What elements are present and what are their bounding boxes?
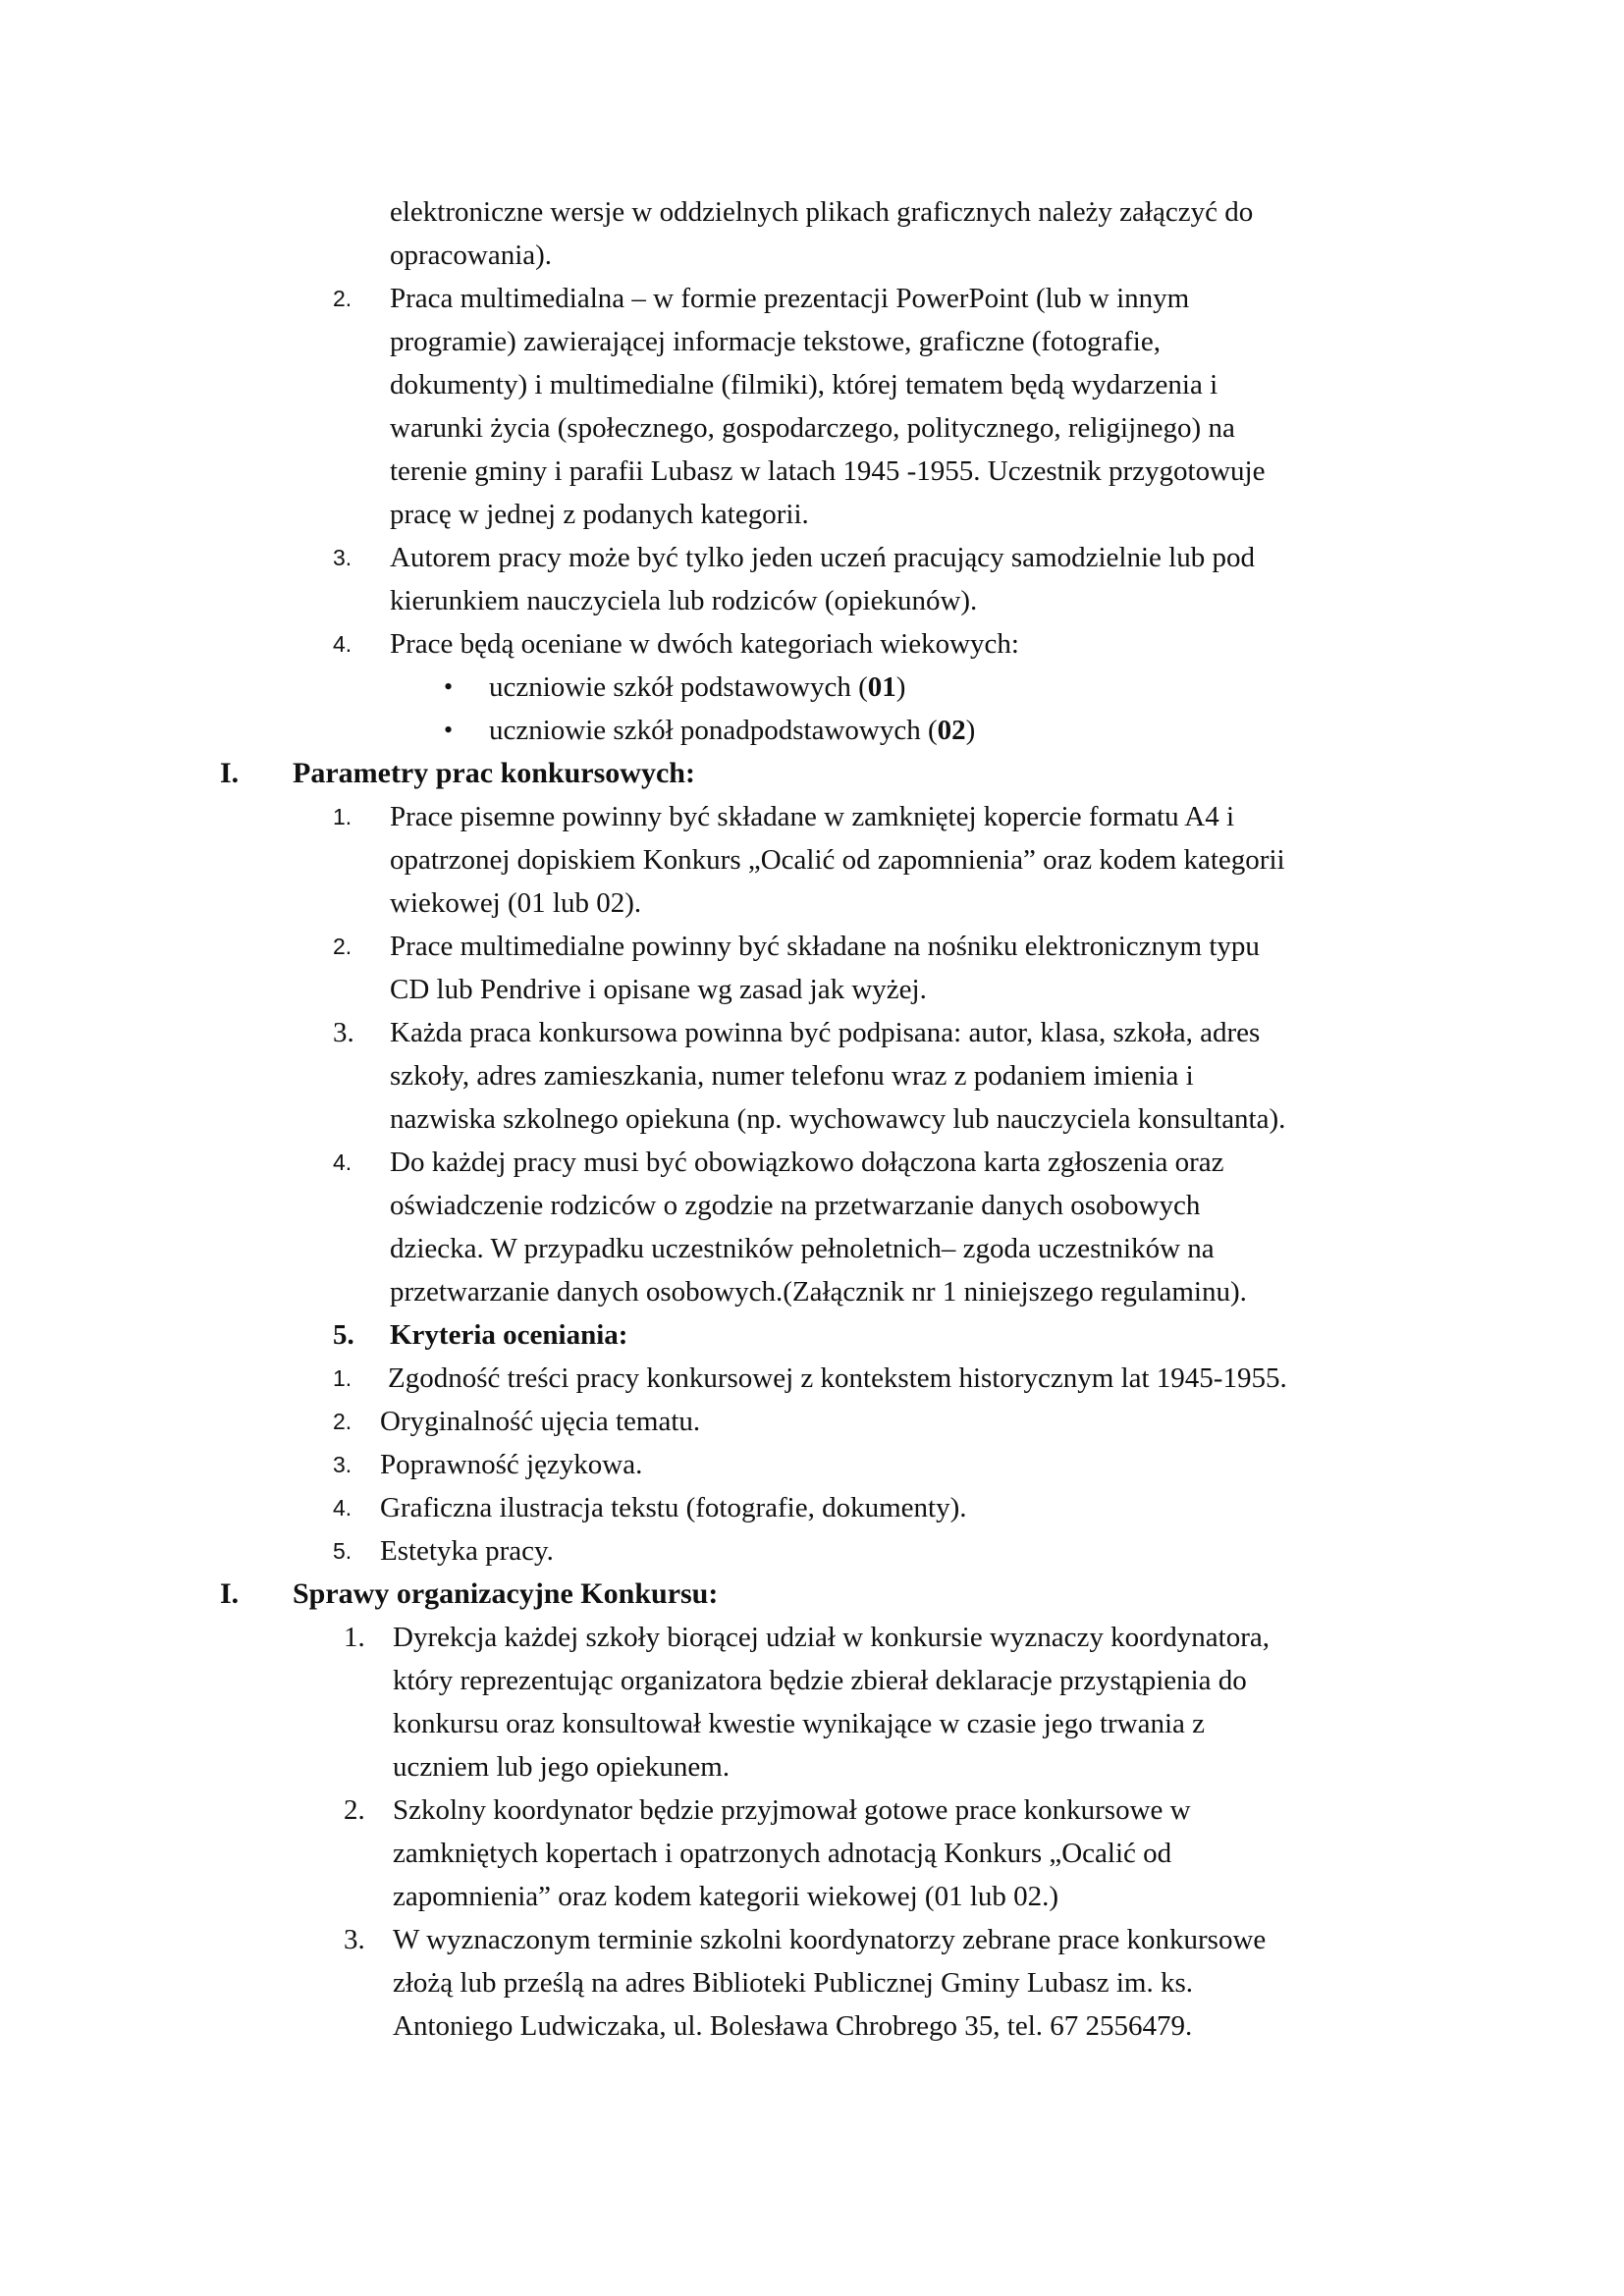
paragraph-line: Szkolny koordynator będzie przyjmował gotowe prace konkursowe w bbox=[393, 1794, 1191, 1826]
section-numeral: I. bbox=[220, 1577, 240, 1610]
category-close: ) bbox=[895, 671, 906, 703]
section-title: Sprawy organizacyjne Konkursu: bbox=[293, 1577, 719, 1610]
paragraph-line: programie) zawierającej informacje tekstowe, graficzne (fotografie, bbox=[390, 326, 1161, 357]
paragraph-line: opatrzonej dopiskiem Konkurs „Ocalić od zapomnienia” oraz kodem kategorii bbox=[390, 844, 1285, 876]
paragraph-line: zapomnienia” oraz kodem kategorii wiekowej (01 lub 02.) bbox=[393, 1881, 1059, 1912]
list-number: 3. bbox=[344, 1924, 365, 1955]
paragraph-line: Prace pisemne powinny być składane w zamkniętej kopercie formatu A4 i bbox=[390, 801, 1235, 832]
paragraph-line: terenie gminy i parafii Lubasz w latach 1945 -1955. Uczestnik przygotowuje bbox=[390, 455, 1266, 487]
list-number: 1. bbox=[333, 1365, 352, 1391]
paragraph-line: Graficzna ilustracja tekstu (fotografie, dokumenty). bbox=[380, 1492, 967, 1523]
paragraph-line: Praca multimedialna – w formie prezentacji PowerPoint (lub w innym bbox=[390, 283, 1190, 314]
paragraph-line: dokumenty) i multimedialne (filmiki), której tematem będą wydarzenia i bbox=[390, 369, 1218, 400]
list-number: 2. bbox=[333, 1409, 352, 1434]
paragraph-line: zamkniętych kopertach i opatrzonych adnotacją Konkurs „Ocalić od bbox=[393, 1838, 1172, 1869]
paragraph-line: Estetyka pracy. bbox=[380, 1535, 554, 1567]
category-label: uczniowie szkół ponadpodstawowych ( bbox=[489, 715, 938, 746]
section-numeral: I. bbox=[220, 757, 240, 789]
paragraph-line: Poprawność językowa. bbox=[380, 1449, 643, 1480]
paragraph-line: Prace multimedialne powinny być składane na nośniku elektronicznym typu bbox=[390, 931, 1260, 962]
paragraph-line: który reprezentując organizatora będzie zbierał deklaracje przystąpienia do bbox=[393, 1665, 1247, 1696]
category-label: uczniowie szkół podstawowych ( bbox=[489, 671, 868, 703]
paragraph-line: Zgodność treści pracy konkursowej z kontekstem historycznym lat 1945-1955. bbox=[388, 1362, 1287, 1394]
bullet-text bbox=[489, 666, 905, 709]
subsection-number: 5. bbox=[333, 1319, 354, 1351]
bullet-icon: • bbox=[444, 672, 454, 701]
list-number: 4. bbox=[333, 1149, 352, 1175]
paragraph-line: Oryginalność ujęcia tematu. bbox=[380, 1406, 701, 1437]
list-number: 1. bbox=[333, 804, 352, 829]
paragraph-line: kierunkiem nauczyciela lub rodziców (opiekunów). bbox=[390, 585, 978, 616]
paragraph-line: Każda praca konkursowa powinna być podpisana: autor, klasa, szkoła, adres bbox=[390, 1017, 1261, 1048]
category-code: 02 bbox=[937, 715, 966, 746]
paragraph-line: szkoły, adres zamieszkania, numer telefonu wraz z podaniem imienia i bbox=[390, 1060, 1194, 1092]
section-title: Parametry prac konkursowych: bbox=[293, 757, 695, 789]
list-number: 4. bbox=[333, 631, 352, 657]
list-number: 2. bbox=[333, 286, 352, 311]
list-number: 1. bbox=[344, 1622, 365, 1653]
paragraph-line: W wyznaczonym terminie szkolni koordynatorzy zebrane prace konkursowe bbox=[393, 1924, 1267, 1955]
paragraph-line: opracowania). bbox=[390, 240, 553, 271]
paragraph-line: Prace będą oceniane w dwóch kategoriach wiekowych: bbox=[390, 628, 1019, 660]
paragraph-line: oświadczenie rodziców o zgodzie na przetwarzanie danych osobowych bbox=[390, 1190, 1201, 1221]
list-number: 4. bbox=[333, 1495, 352, 1521]
paragraph-line: konkursu oraz konsultował kwestie wynikające w czasie jego trwania z bbox=[393, 1708, 1206, 1739]
paragraph-line: pracę w jednej z podanych kategorii. bbox=[390, 499, 809, 530]
list-number: 2. bbox=[344, 1794, 365, 1826]
subsection-title: Kryteria oceniania: bbox=[390, 1319, 628, 1351]
list-number: 3. bbox=[333, 545, 352, 570]
list-number: 2. bbox=[333, 934, 352, 959]
bullet-text bbox=[489, 709, 975, 752]
paragraph-line: złożą lub prześlą na adres Biblioteki Publicznej Gminy Lubasz im. ks. bbox=[393, 1967, 1194, 1999]
paragraph-line: wiekowej (01 lub 02). bbox=[390, 887, 642, 919]
paragraph-line: dziecka. W przypadku uczestników pełnoletnich– zgoda uczestników na bbox=[390, 1233, 1215, 1264]
paragraph-line: Do każdej pracy musi być obowiązkowo dołączona karta zgłoszenia oraz bbox=[390, 1147, 1224, 1178]
list-number: 5. bbox=[333, 1538, 352, 1564]
category-code: 01 bbox=[867, 671, 896, 703]
paragraph-line: uczniem lub jego opiekunem. bbox=[393, 1751, 731, 1783]
paragraph-line: warunki życia (społecznego, gospodarczego, politycznego, religijnego) na bbox=[390, 412, 1235, 444]
paragraph-line: elektroniczne wersje w oddzielnych plikach graficznych należy załączyć do bbox=[390, 196, 1254, 228]
paragraph-line: Antoniego Ludwiczaka, ul. Bolesława Chrobrego 35, tel. 67 2556479. bbox=[393, 2010, 1193, 2042]
paragraph-line: nazwiska szkolnego opiekuna (np. wychowawcy lub nauczyciela konsultanta). bbox=[390, 1103, 1286, 1135]
paragraph-line: przetwarzanie danych osobowych.(Załącznik nr 1 niniejszego regulaminu). bbox=[390, 1276, 1247, 1308]
list-number: 3. bbox=[333, 1017, 354, 1048]
paragraph-line: CD lub Pendrive i opisane wg zasad jak wyżej. bbox=[390, 974, 927, 1005]
category-close: ) bbox=[965, 715, 976, 746]
bullet-icon: • bbox=[444, 716, 454, 744]
paragraph-line: Autorem pracy może być tylko jeden uczeń pracujący samodzielnie lub pod bbox=[390, 542, 1255, 573]
paragraph-line: Dyrekcja każdej szkoły biorącej udział w konkursie wyznaczy koordynatora, bbox=[393, 1622, 1271, 1653]
list-number: 3. bbox=[333, 1452, 352, 1477]
